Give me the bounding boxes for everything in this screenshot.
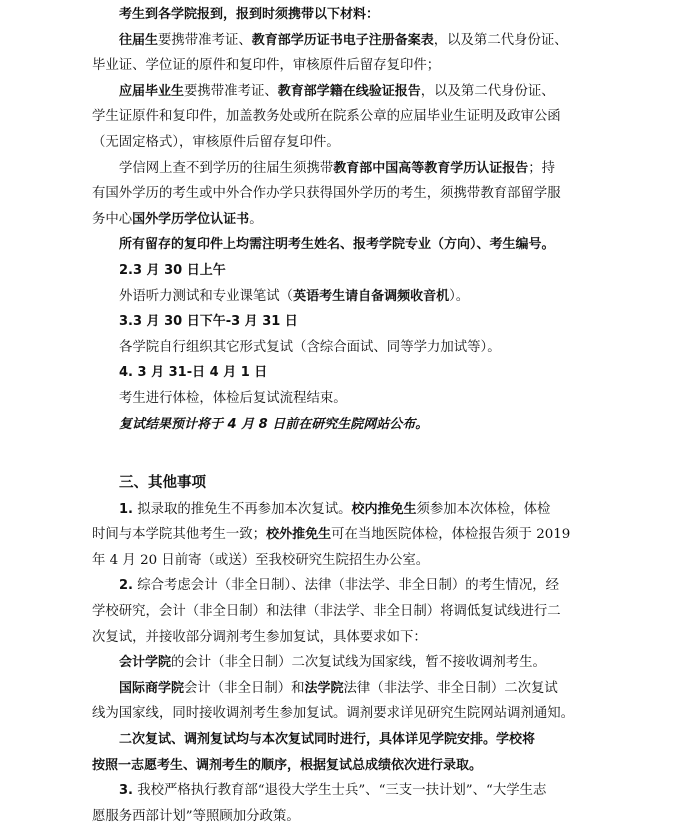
body-text: 愿服务西部计划”等照顾加分政策。 [92,808,300,824]
body-text: ，以及第二代身份证、 [433,32,568,48]
body-text: 年 4 月 20 日前寄（或送）至我校研究生院招生办公室。 [92,552,430,568]
paragraph-line [92,650,592,676]
paragraph-line [92,386,592,412]
bold-text: 国外学历学位认证书 [132,211,250,227]
paragraph-line [92,753,592,779]
paragraph-line [92,727,592,753]
paragraph-line [92,284,592,310]
spacer [92,437,592,471]
paragraph-line [92,181,592,207]
paragraph-line [92,232,592,258]
body-text: 要携带准考证、 [184,83,278,99]
document-page [92,2,592,829]
body-text: （无固定格式），审核原件后留存复印件。 [92,134,340,150]
paragraph-line [92,522,592,548]
paragraph-line [92,335,592,361]
item-number: 1. [119,501,133,517]
body-text: 各学院自行组织其它形式复试（含综合面试、同等学力加试等）。 [119,339,501,355]
body-text: 。 [249,211,263,227]
bold-text: 教育部学籍在线验证报告 [277,83,421,99]
body-text: 可在当地医院体检，体检报告须于 2019 [331,527,571,543]
bold-text: 国际商学院 [119,680,185,696]
body-text: ；持 [528,160,556,176]
body-text: 次复试，并接收部分调剂考生参加复试，具体要求如下： [92,629,427,645]
paragraph-line [92,548,592,574]
paragraph-line [92,701,592,727]
body-text: 我校严格执行教育部“退役大学生士兵”、“三支一扶计划”、“大学生志 [132,783,547,799]
body-text: 要携带准考证、 [158,32,252,48]
result-notice [92,412,592,438]
bold-text: 按照一志愿考生、调剂考生的顺序，根据复试总成绩依次进行录取。 [92,757,483,773]
bold-text: 考生到各学院报到，报到时须携带以下材料： [119,7,380,22]
section-title: 三、其他事项 [119,475,206,492]
body-text: 毕业证、学位证的原件和复印件，审核原件后留存复印件； [92,58,441,74]
body-text: 学信网上查不到学历的往届生须携带 [119,160,334,176]
body-text: 务中心 [92,211,133,227]
bold-text: 会计学院 [119,655,172,671]
paragraph-line [92,2,592,28]
paragraph-line [92,207,592,233]
step-heading [92,309,592,335]
paragraph-line [92,573,592,599]
paragraph-line [92,804,592,829]
paragraph-line [92,156,592,182]
bold-italic-text: 复试结果预计将于 4 月 8 日前在研究生院网站公布。 [119,416,429,432]
body-text: 线为国家线，同时接收调剂考生参加复试。调剂要求详见研究生院网站调剂通知。 [92,706,575,722]
step-heading [92,360,592,386]
body-text: 学生证原件和复印件，加盖教务处或所在院系公章的应届毕业生证明及政审公函 [92,109,561,125]
paragraph-line [92,778,592,804]
paragraph-line [92,625,592,651]
bold-text: 英语考生请自备调频收音机 [293,288,450,304]
bold-text: 二次复试、调剂复试均与本次复试同时进行，具体详见学院安排。学校将 [119,732,536,748]
bold-text: 教育部中国高等教育学历认证报告 [333,160,529,176]
step-heading [92,258,592,284]
item-number: 3. [119,783,133,799]
body-text: 外语听力测试和专业课笔试（ [119,288,294,304]
bold-text: 3.3 月 30 日下午-3 月 31 日 [119,314,298,330]
bold-text: 所有留存的复印件上均需注明考生姓名、报考学院专业（方向）、考生编号。 [119,237,555,253]
bold-text: 应届毕业生 [119,83,185,99]
paragraph-line [92,104,592,130]
body-text: ）。 [449,288,470,304]
body-text: ，以及第二代身份证、 [420,83,555,99]
paragraph-line [92,79,592,105]
body-text: 时间与本学院其他考生一致； [92,527,267,543]
bold-text: 校内推免生 [351,501,417,517]
bold-text: 往届生 [119,32,159,48]
paragraph-line [92,28,592,54]
paragraph-line [92,599,592,625]
item-number: 2. [119,578,133,594]
body-text: 有国外学历的考生或中外合作办学只获得国外学历的考生，须携带教育部留学服 [92,186,561,202]
paragraph-line [92,676,592,702]
body-text: 会计（非全日制）和 [184,680,305,696]
bold-text: 法学院 [304,680,344,696]
body-text: 学校研究，会计（非全日制）和法律（非法学、非全日制）将调低复试线进行二 [92,604,561,620]
paragraph-line [92,497,592,523]
paragraph-line [92,130,592,156]
body-text: 法律（非法学、非全日制）二次复试 [343,680,558,696]
body-text: 须参加本次体检，体检 [416,501,551,517]
body-text: 考生进行体检，体检后复试流程结束。 [119,390,347,406]
bold-text: 4. 3 月 31-日 4 月 1 日 [119,365,268,381]
body-text: 的会计（非全日制）二次复试线为国家线，暂不接收调剂考生。 [171,655,546,671]
bold-text: 2.3 月 30 日上午 [119,262,226,278]
bold-text: 校外推免生 [266,527,332,543]
body-text: 拟录取的推免生不再参加本次复试。 [132,501,352,517]
body-text: 综合考虑会计（非全日制）、法律（非法学、非全日制）的考生情况，经 [132,578,560,594]
bold-text: 教育部学历证书电子注册备案表 [251,32,434,48]
paragraph-line [92,53,592,79]
